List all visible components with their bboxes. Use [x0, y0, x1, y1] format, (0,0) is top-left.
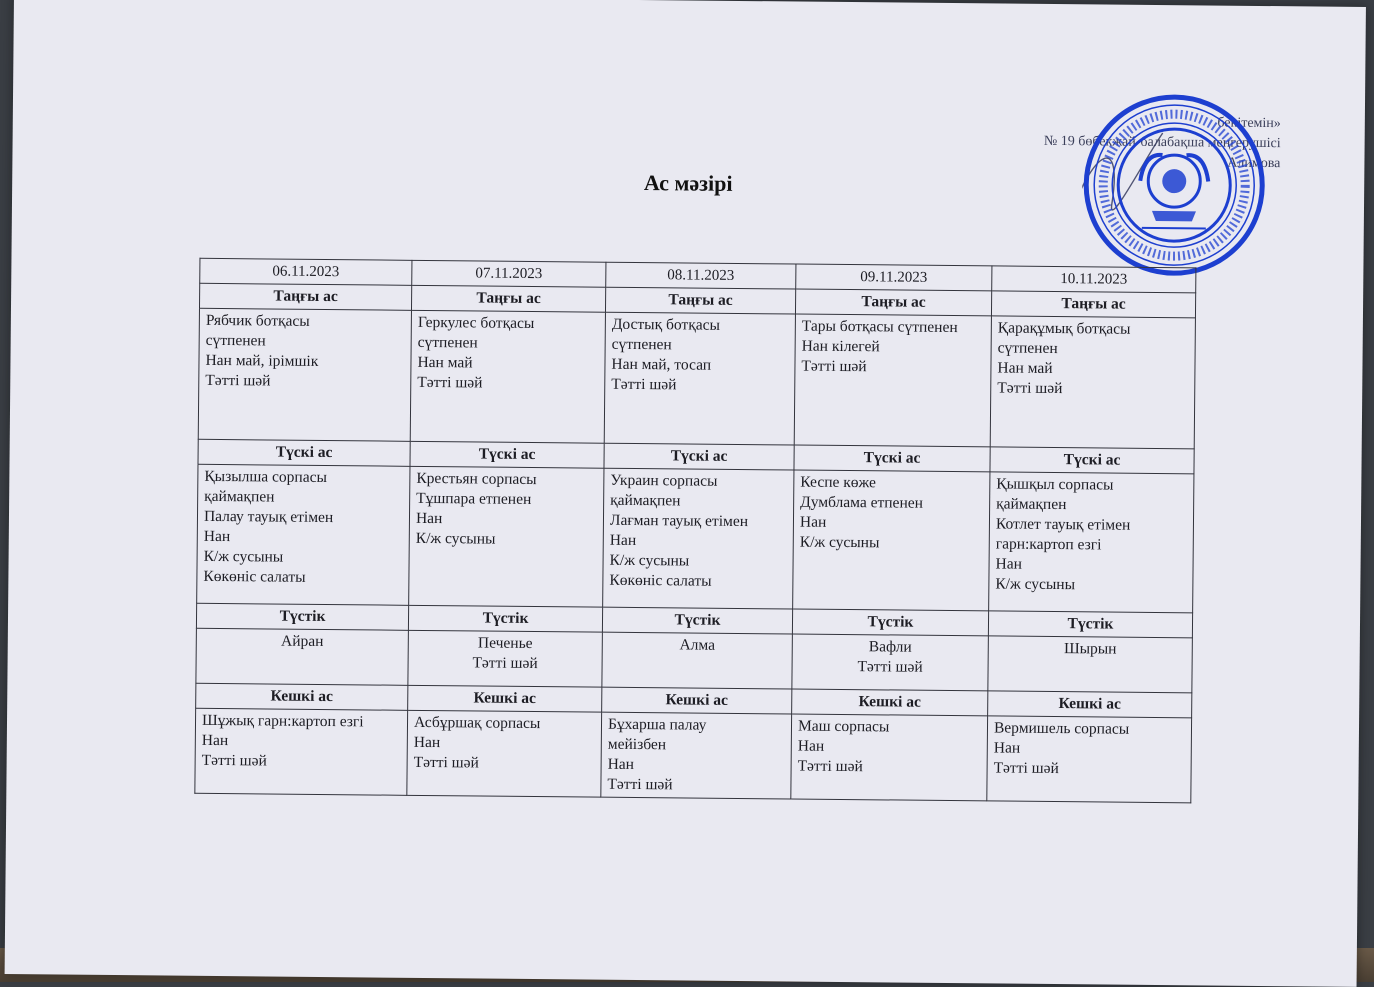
dinner-dishes: Бұхарша палау мейізбен Нан Тәтті шәй [601, 712, 792, 799]
meal-header-lunch: Түскі ас [604, 443, 794, 470]
meal-header-snack: Түстік [196, 603, 408, 630]
snack-dishes: Айран [196, 628, 409, 685]
meal-header-lunch: Түскі ас [794, 445, 990, 472]
dinner-dishes: Шұжық гарн:картоп езгі Нан Тәтті шәй [195, 708, 408, 795]
meal-header-lunch: Түскі ас [410, 441, 604, 468]
approval-line-2: № 19 бөбекжай-балабақша меңгерушісі [1043, 133, 1281, 152]
paper-sheet [5, 0, 1366, 987]
date-cell: 10.11.2023 [992, 266, 1196, 293]
meal-header-breakfast: Таңғы ас [605, 287, 795, 314]
dinner-dishes: Маш сорпасы Нан Тәтті шәй [791, 714, 988, 801]
meal-header-dinner: Кешкі ас [602, 687, 792, 714]
meal-header-lunch: Түскі ас [198, 439, 410, 466]
snack-dishes: Вафли Тәтті шәй [792, 634, 989, 691]
menu-table [194, 258, 1196, 804]
approval-line-3: Алимова [1227, 155, 1281, 172]
page-title: Ас мәзірі [643, 170, 733, 196]
meal-header-snack: Түстік [792, 609, 988, 636]
breakfast-dishes: Достық ботқасы сүтпенен Нан май, тосап Тәтті шәй [604, 312, 795, 445]
meal-header-snack: Түстік [988, 611, 1192, 638]
meal-header-lunch: Түскі ас [990, 447, 1194, 474]
snack-row [196, 628, 1192, 693]
meal-header-dinner: Кешкі ас [196, 683, 408, 710]
meal-header-breakfast: Таңғы ас [199, 283, 411, 310]
breakfast-row [198, 308, 1195, 449]
breakfast-dishes: Қарақұмық ботқасы сүтпенен Нан май Тәтті шәй [990, 316, 1195, 449]
date-cell: 07.11.2023 [412, 260, 606, 287]
lunch-dishes: Қышқыл сорпасы қаймақпен Котлет тауық етімен гарн:картоп езгі Нан К/ж сусыны [989, 472, 1194, 613]
dinner-row [195, 708, 1192, 803]
dinner-dishes: Вермишель сорпасы Нан Тәтті шәй [987, 716, 1192, 803]
lunch-dishes: Кеспе көже Думблама етпенен Нан К/ж сусыны [793, 470, 990, 611]
lunch-row [197, 464, 1194, 613]
meal-header-dinner: Кешкі ас [792, 689, 988, 716]
snack-dishes: Печенье Тәтті шәй [408, 630, 603, 687]
meal-header-breakfast: Таңғы ас [991, 291, 1195, 318]
meal-header-snack: Түстік [408, 605, 602, 632]
date-cell: 09.11.2023 [796, 264, 992, 291]
meal-header-dinner: Кешкі ас [408, 685, 602, 712]
meal-header-breakfast: Таңғы ас [795, 289, 991, 316]
meal-header-snack: Түстік [602, 607, 792, 634]
breakfast-dishes: Тары ботқасы сүтпенен Нан кілегей Тәтті шәй [794, 314, 991, 447]
lunch-dishes: Қызылша сорпасы қаймақпен Палау тауық етімен Нан К/ж сусыны Көкөніс салаты [197, 464, 410, 605]
date-cell: 08.11.2023 [606, 262, 796, 289]
snack-dishes: Алма [602, 632, 793, 689]
snack-dishes: Шырын [988, 636, 1193, 693]
date-cell: 06.11.2023 [200, 258, 412, 285]
meal-header-dinner: Кешкі ас [988, 691, 1192, 718]
approval-line-1: бекітемін» [1217, 115, 1281, 132]
breakfast-dishes: Геркулес ботқасы сүтпенен Нан май Тәтті шәй [410, 310, 605, 443]
breakfast-dishes: Рябчик ботқасы сүтпенен Нан май, ірімшік Тәтті шәй [198, 308, 411, 441]
lunch-dishes: Украин сорпасы қаймақпен Лағман тауық етімен Нан К/ж сусыны Көкөніс салаты [603, 468, 794, 609]
lunch-dishes: Крестьян сорпасы Тұшпара етпенен Нан К/ж сусыны [409, 466, 604, 607]
meal-header-breakfast: Таңғы ас [411, 285, 605, 312]
dinner-dishes: Асбұршақ сорпасы Нан Тәтті шәй [407, 710, 602, 797]
